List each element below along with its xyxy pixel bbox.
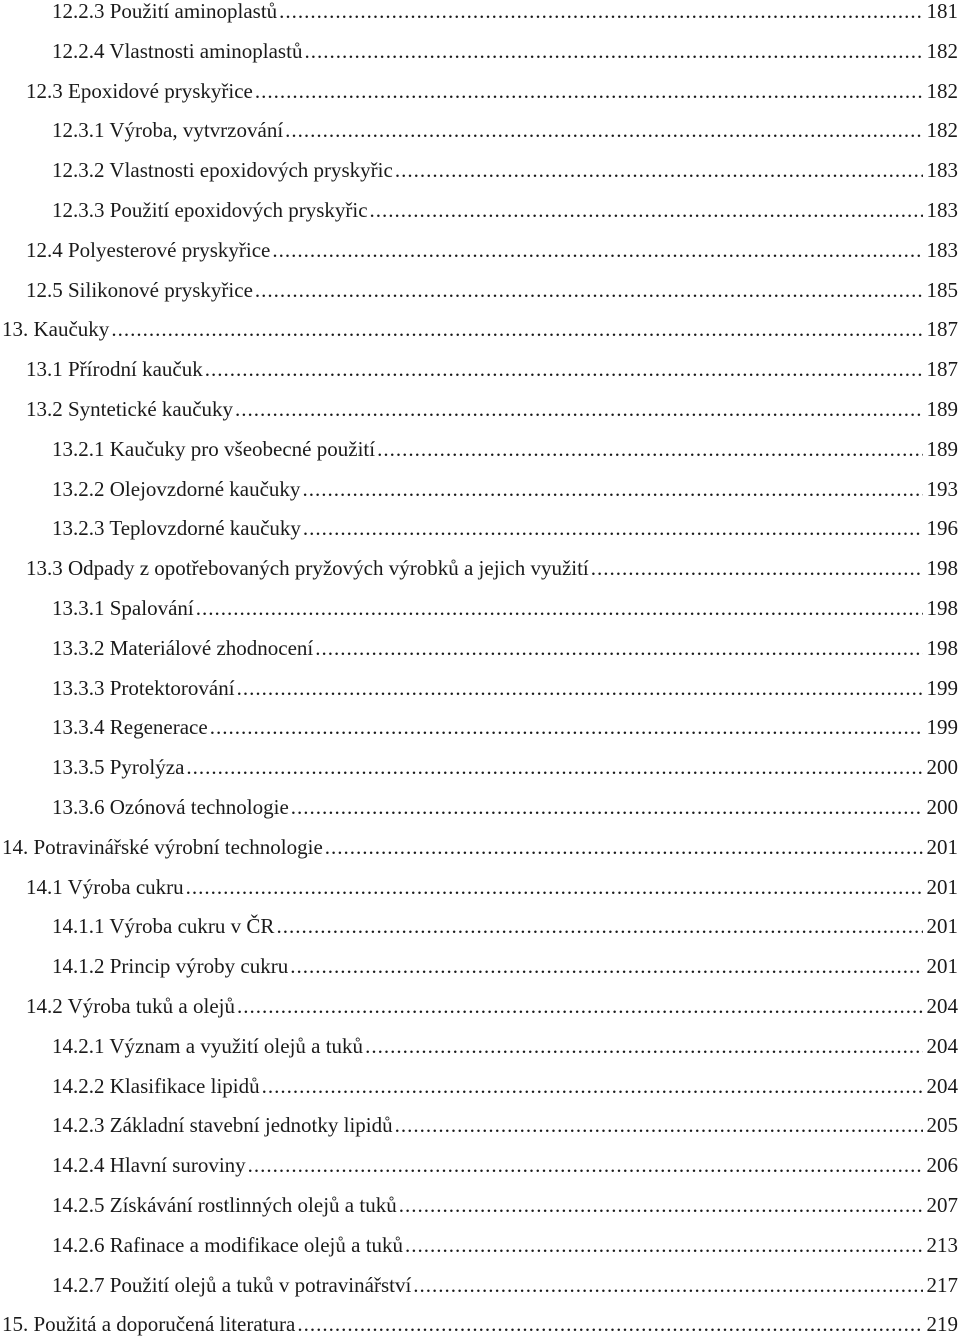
toc-entry-page-number: 182 (926, 38, 958, 63)
toc-entry[interactable] (52, 470, 958, 502)
toc-dot-leader (237, 675, 923, 701)
toc-dot-leader (262, 1073, 923, 1099)
toc-entry-title: 13.3.4 Regenerace (52, 715, 208, 740)
toc-dot-leader (196, 595, 923, 621)
toc-entry-title: 12.3 Epoxidové pryskyřice (26, 78, 253, 103)
toc-dot-leader (303, 515, 923, 541)
toc-dot-leader (304, 38, 922, 64)
toc-entry-page-number: 198 (926, 635, 958, 660)
toc-entry[interactable] (26, 350, 958, 382)
toc-entry-title: 13. Kaučuky (2, 317, 110, 342)
toc-entry-title: 14.2 Výroba tuků a olejů (26, 994, 235, 1018)
toc-entry[interactable] (26, 271, 958, 303)
toc-entry-page-number: 204 (926, 1073, 958, 1098)
toc-entry-page-number: 183 (926, 198, 958, 222)
toc-entry-title: 13.3.3 Protektorování (52, 675, 235, 700)
toc-entry-title: 13.2 Syntetické kaučuky (26, 397, 234, 421)
toc-entry[interactable] (52, 748, 958, 780)
toc-entry[interactable] (52, 509, 958, 541)
toc-entry[interactable] (52, 1186, 958, 1218)
toc-entry[interactable] (52, 788, 958, 820)
toc-entry-page-number: 196 (926, 516, 958, 541)
toc-entry[interactable] (52, 669, 958, 701)
toc-entry-page-number: 207 (926, 1193, 958, 1217)
toc-entry-page-number: 181 (926, 0, 958, 23)
toc-entry-page-number: 182 (926, 118, 958, 143)
toc-entry-page-number: 189 (926, 397, 958, 421)
toc-entry[interactable] (52, 708, 958, 740)
toc-entry[interactable] (52, 430, 958, 462)
toc-entry-title: 14.2.7 Použití olejů a tuků v potravinářství (52, 1272, 412, 1297)
toc-entry-title: 13.3 Odpady z opotřebovaných pryžových výrobků a jejich využití (26, 556, 589, 581)
toc-entry-page-number: 187 (926, 317, 958, 342)
toc-dot-leader (205, 356, 923, 382)
toc-entry-title: 13.2.2 Olejovzdorné kaučuky (52, 476, 301, 501)
toc-dot-leader (315, 635, 922, 661)
toc-entry[interactable] (52, 947, 958, 979)
toc-entry-page-number: 200 (926, 755, 958, 780)
toc-dot-leader (272, 237, 922, 263)
toc-entry-page-number: 183 (926, 237, 958, 262)
toc-entry-page-number: 219 (926, 1312, 958, 1337)
toc-entry-title: 13.3.6 Ozónová technologie (52, 795, 289, 819)
toc-dot-leader (365, 1033, 922, 1059)
toc-entry-title: 12.4 Polyesterové pryskyřice (26, 237, 271, 262)
toc-entry-title: 13.3.5 Pyrolýza (52, 755, 185, 780)
toc-entry[interactable] (52, 111, 958, 143)
toc-dot-leader (297, 1311, 922, 1337)
toc-entry[interactable] (52, 32, 958, 64)
toc-dot-leader (255, 78, 923, 104)
toc-entry[interactable] (26, 987, 958, 1019)
toc-entry-page-number: 198 (926, 596, 958, 620)
toc-dot-leader (237, 993, 923, 1019)
toc-dot-leader (210, 714, 923, 740)
toc-entry-page-number: 183 (926, 158, 958, 183)
toc-entry-title: 14.2.3 Základní stavební jednotky lipidů (52, 1113, 393, 1138)
toc-entry-title: 13.2.3 Teplovzdorné kaučuky (52, 516, 301, 541)
toc-entry[interactable] (26, 390, 958, 422)
toc-entry-page-number: 193 (926, 476, 958, 501)
toc-entry[interactable] (52, 1146, 958, 1178)
toc-entry-page-number: 189 (926, 436, 958, 461)
toc-dot-leader (186, 874, 923, 900)
toc-entry-page-number: 204 (926, 1033, 958, 1058)
toc-entry-title: 14.1.1 Výroba cukru v ČR (52, 914, 275, 939)
toc-entry-title: 12.3.1 Výroba, vytvrzování (52, 118, 284, 143)
toc-entry-title: 12.3.3 Použití epoxidových pryskyřic (52, 198, 368, 222)
toc-entry-page-number: 217 (926, 1272, 958, 1297)
toc-entry-page-number: 201 (926, 834, 958, 859)
toc-dot-leader (186, 754, 922, 780)
toc-entry[interactable] (52, 907, 958, 939)
toc-entry-title: 14.1.2 Princip výroby cukru (52, 954, 289, 979)
toc-entry-page-number: 199 (926, 675, 958, 700)
toc-dot-leader (248, 1152, 923, 1178)
toc-dot-leader (399, 1192, 923, 1218)
toc-entry-page-number: 199 (926, 715, 958, 740)
toc-dot-leader (290, 953, 922, 979)
toc-entry-title: 14.2.5 Získávání rostlinných olejů a tuků (52, 1193, 397, 1217)
toc-entry-page-number: 213 (926, 1232, 958, 1257)
toc-entry-page-number: 201 (926, 914, 958, 939)
toc-dot-leader (285, 117, 922, 143)
toc-dot-leader (370, 197, 923, 223)
toc-entry-title: 14. Potravinářské výrobní technologie (2, 834, 323, 859)
toc-entry[interactable] (26, 549, 958, 581)
toc-entry-title: 13.2.1 Kaučuky pro všeobecné použití (52, 436, 376, 461)
toc-entry-title: 14.2.6 Rafinace a modifikace olejů a tuků (52, 1232, 404, 1257)
toc-dot-leader (235, 396, 922, 422)
toc-entry[interactable] (52, 1226, 958, 1258)
toc-entry[interactable] (2, 310, 958, 342)
toc-entry[interactable] (52, 1027, 958, 1059)
toc-entry-page-number: 200 (926, 795, 958, 819)
toc-entry-page-number: 182 (926, 78, 958, 103)
toc-entry-title: 14.2.2 Klasifikace lipidů (52, 1073, 260, 1098)
toc-entry-page-number: 201 (926, 874, 958, 899)
toc-dot-leader (279, 0, 922, 24)
toc-dot-leader (395, 157, 923, 183)
toc-dot-leader (413, 1272, 922, 1298)
toc-dot-leader (377, 436, 922, 462)
toc-dot-leader (591, 555, 923, 581)
toc-entry-title: 12.5 Silikonové pryskyřice (26, 277, 253, 302)
toc-entry[interactable] (52, 589, 958, 621)
toc-entry[interactable] (52, 191, 958, 223)
toc-entry-page-number: 204 (926, 994, 958, 1018)
toc-entry[interactable] (52, 629, 958, 661)
toc-entry-page-number: 198 (926, 556, 958, 581)
toc-entry[interactable] (26, 868, 958, 900)
toc-entry[interactable] (52, 1067, 958, 1099)
toc-entry-title: 14.2.4 Hlavní suroviny (52, 1153, 246, 1178)
toc-entry[interactable] (26, 231, 958, 263)
toc-entry-title: 13.3.2 Materiálové zhodnocení (52, 635, 314, 660)
toc-dot-leader (255, 277, 923, 303)
toc-entry-title: 13.3.1 Spalování (52, 596, 194, 620)
toc-entry-title: 12.2.4 Vlastnosti aminoplastů (52, 38, 303, 63)
toc-entry-page-number: 206 (926, 1153, 958, 1178)
toc-entry[interactable] (26, 72, 958, 104)
toc-entry[interactable] (52, 1106, 958, 1138)
toc-entry[interactable] (52, 151, 958, 183)
toc-entry-page-number: 185 (926, 277, 958, 302)
toc-entry[interactable] (52, 1266, 958, 1298)
toc-dot-leader (276, 913, 922, 939)
toc-entry-title: 12.3.2 Vlastnosti epoxidových pryskyřic (52, 158, 393, 183)
toc-dot-leader (325, 834, 923, 860)
toc-entry-page-number: 201 (926, 954, 958, 979)
toc-entry-page-number: 187 (926, 357, 958, 382)
toc-dot-leader (291, 794, 923, 820)
toc-entry-page-number: 205 (926, 1113, 958, 1138)
toc-entry[interactable] (52, 0, 958, 24)
toc-entry-title: 15. Použitá a doporučená literatura (2, 1312, 296, 1337)
toc-entry[interactable] (2, 828, 958, 860)
toc-dot-leader (111, 316, 922, 342)
toc-entry-title: 13.1 Přírodní kaučuk (26, 357, 203, 382)
toc-dot-leader (405, 1232, 922, 1258)
toc-entry-title: 14.2.1 Význam a využití olejů a tuků (52, 1033, 364, 1058)
toc-dot-leader (302, 476, 922, 502)
toc-entry-title: 12.2.3 Použití aminoplastů (52, 0, 278, 23)
toc-entry[interactable] (2, 1305, 958, 1337)
toc-entry-title: 14.1 Výroba cukru (26, 874, 184, 899)
toc-dot-leader (395, 1112, 923, 1138)
